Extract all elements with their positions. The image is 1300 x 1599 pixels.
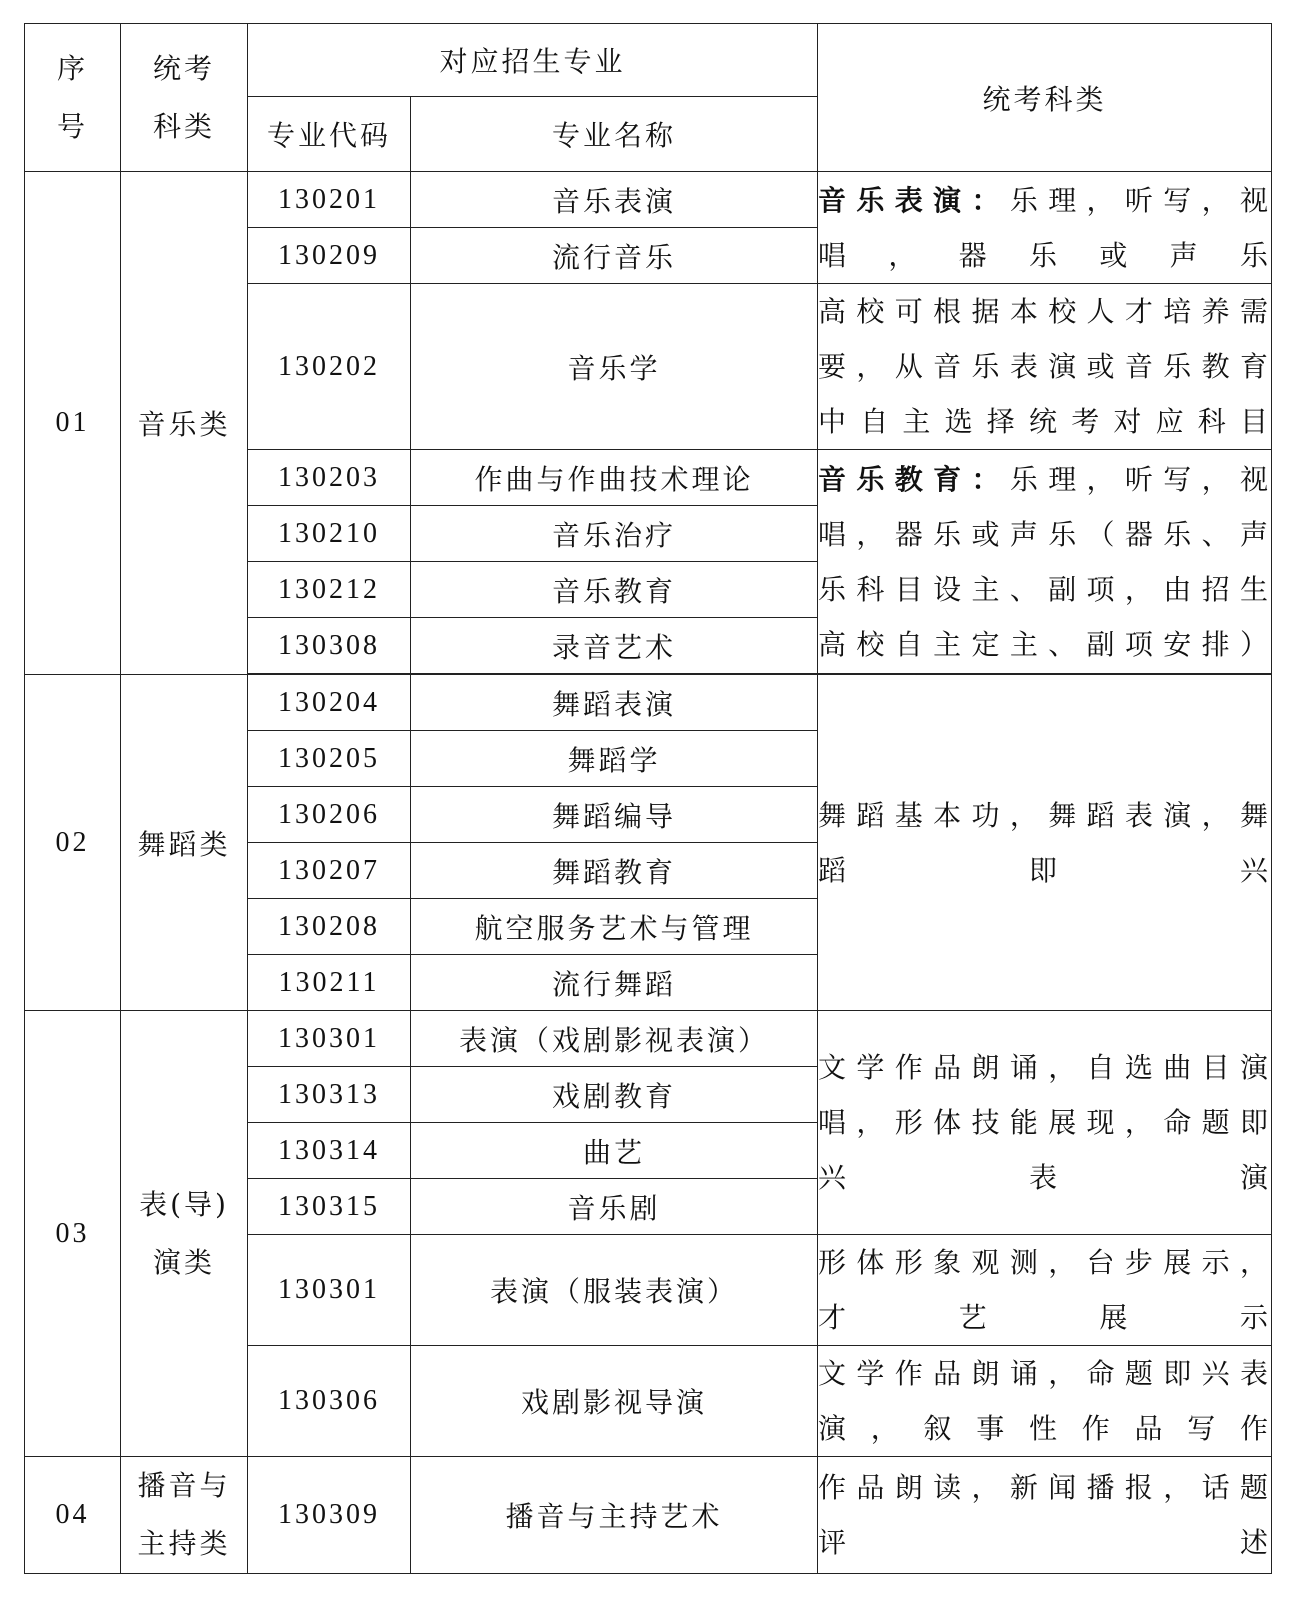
code-cell: 130206	[248, 787, 411, 843]
code-cell: 130202	[248, 284, 411, 450]
name-cell: 流行舞蹈	[411, 955, 818, 1011]
code-cell: 130308	[248, 618, 411, 674]
name-cell: 播音与主持艺术	[411, 1457, 818, 1574]
code-cell: 130306	[248, 1346, 411, 1457]
header-category: 统考 科类	[121, 24, 248, 172]
table-row	[25, 1011, 1272, 1067]
code-cell: 130204	[248, 675, 411, 731]
exam-category-table	[24, 23, 1272, 1574]
name-cell: 音乐治疗	[411, 506, 818, 562]
code-cell: 130210	[248, 506, 411, 562]
name-cell: 戏剧影视导演	[411, 1346, 818, 1457]
name-cell: 音乐表演	[411, 172, 818, 228]
header-code: 专业代码	[248, 97, 411, 172]
subjects-title: 音乐教育：	[818, 462, 1010, 496]
subjects-title: 音乐表演：	[818, 183, 1010, 217]
table-row	[25, 675, 1272, 731]
code-cell: 130209	[248, 228, 411, 284]
code-cell: 130201	[248, 172, 411, 228]
name-cell: 作曲与作曲技术理论	[411, 450, 818, 506]
subjects-cell: 高校可根据本校人才培养需 要，从音乐表演或音乐教育 中自主选择统考对应科目	[818, 284, 1272, 450]
table-row	[25, 172, 1272, 228]
category-cell: 舞蹈类	[121, 675, 248, 1011]
name-cell: 音乐教育	[411, 562, 818, 618]
subjects-cell: 作品朗读，新闻播报，话题 评述	[818, 1457, 1272, 1574]
category-cell: 播音与 主持类	[121, 1457, 248, 1574]
code-cell: 130212	[248, 562, 411, 618]
name-cell: 航空服务艺术与管理	[411, 899, 818, 955]
name-cell: 舞蹈学	[411, 731, 818, 787]
name-cell: 音乐学	[411, 284, 818, 450]
subjects-cell: 形体形象观测，台步展示， 才艺展示	[818, 1235, 1272, 1346]
header-name: 专业名称	[411, 97, 818, 172]
subjects-cell: 文学作品朗诵，命题即兴表 演，叙事性作品写作	[818, 1346, 1272, 1457]
header-row-top	[25, 24, 1272, 97]
code-cell: 130205	[248, 731, 411, 787]
name-cell: 流行音乐	[411, 228, 818, 284]
header-subjects: 统考科类	[818, 24, 1272, 172]
name-cell: 录音艺术	[411, 618, 818, 674]
name-cell: 舞蹈编导	[411, 787, 818, 843]
code-cell: 130315	[248, 1179, 411, 1235]
category-cell: 音乐类	[121, 172, 248, 675]
name-cell: 舞蹈教育	[411, 843, 818, 899]
table-row	[25, 1457, 1272, 1574]
code-cell: 130207	[248, 843, 411, 899]
subjects-cell: 舞蹈基本功，舞蹈表演，舞 蹈即兴	[818, 675, 1272, 1011]
seq-cell: 01	[25, 172, 121, 675]
subjects-cell: 文学作品朗诵，自选曲目演 唱，形体技能展现，命题即 兴表演	[818, 1011, 1272, 1235]
code-cell: 130309	[248, 1457, 411, 1574]
seq-cell: 02	[25, 675, 121, 1011]
name-cell: 表演（服装表演）	[411, 1235, 818, 1346]
subjects-cell: 音乐教育：乐理，听写，视 唱，器乐或声乐（器乐、声 乐科目设主、副项，由招生 高校自主定主、副项安排）	[818, 450, 1272, 674]
code-cell: 130203	[248, 450, 411, 506]
header-majors-group: 对应招生专业	[248, 24, 818, 97]
code-cell: 130301	[248, 1011, 411, 1067]
code-cell: 130314	[248, 1123, 411, 1179]
name-cell: 戏剧教育	[411, 1067, 818, 1123]
header-seq: 序 号	[25, 24, 121, 172]
name-cell: 舞蹈表演	[411, 675, 818, 731]
category-cell: 表(导) 演类	[121, 1011, 248, 1457]
name-cell: 音乐剧	[411, 1179, 818, 1235]
subjects-cell: 音乐表演：乐理，听写，视 唱，器乐或声乐	[818, 172, 1272, 284]
code-cell: 130208	[248, 899, 411, 955]
name-cell: 表演（戏剧影视表演）	[411, 1011, 818, 1067]
code-cell: 130211	[248, 955, 411, 1011]
seq-cell: 04	[25, 1457, 121, 1574]
name-cell: 曲艺	[411, 1123, 818, 1179]
code-cell: 130313	[248, 1067, 411, 1123]
seq-cell: 03	[25, 1011, 121, 1457]
code-cell: 130301	[248, 1235, 411, 1346]
